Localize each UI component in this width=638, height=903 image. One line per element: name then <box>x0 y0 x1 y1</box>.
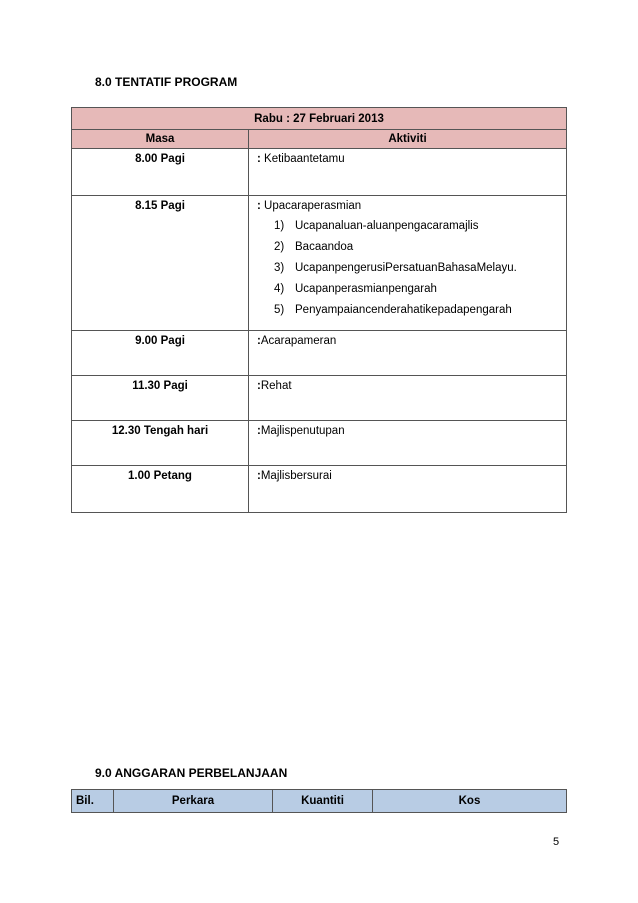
list-item: 2) Bacaandoa <box>274 241 354 253</box>
colon-prefix: : <box>257 153 261 165</box>
colon-prefix: : <box>257 425 261 437</box>
colon-prefix: : <box>257 380 261 392</box>
masa-cell: 9.00 Pagi <box>72 331 249 376</box>
sub-activity-list <box>257 216 566 321</box>
aktiviti-header: Aktiviti <box>249 130 567 149</box>
aktiviti-cell <box>249 421 567 466</box>
aktiviti-text: Majlispenutupan <box>260 425 345 437</box>
list-item: 4) Ucapanperasmianpengarah <box>274 283 437 295</box>
table-header-row <box>72 130 567 149</box>
colon-prefix: : <box>257 470 261 482</box>
masa-cell: 12.30 Tengah hari <box>72 421 249 466</box>
table-row <box>72 466 567 513</box>
masa-cell: 11.30 Pagi <box>72 376 249 421</box>
table-row <box>72 421 567 466</box>
colon-prefix: : <box>257 200 261 212</box>
list-item: 1) Ucapanaluan-aluanpengacaramajlis <box>274 220 479 232</box>
anggaran-perbelanjaan-table <box>71 789 567 813</box>
masa-cell: 8.15 Pagi <box>72 196 249 331</box>
tentatif-program-table <box>71 107 567 513</box>
aktiviti-cell <box>249 331 567 376</box>
date-cell: Rabu : 27 Februari 2013 <box>72 108 567 130</box>
section-9-heading: 9.0 ANGGARAN PERBELANJAAN <box>95 766 288 780</box>
masa-header: Masa <box>72 130 249 149</box>
aktiviti-cell <box>249 149 567 196</box>
masa-cell: 8.00 Pagi <box>72 149 249 196</box>
colon-prefix: : <box>257 335 261 347</box>
table-date-row <box>72 108 567 130</box>
aktiviti-text: Acarapameran <box>260 335 337 347</box>
kos-header: Kos <box>373 790 567 813</box>
table-row <box>72 376 567 421</box>
aktiviti-text: Ketibaantetamu <box>260 153 345 165</box>
masa-cell: 1.00 Petang <box>72 466 249 513</box>
list-item: 5) Penyampaiancenderahatikepadapengarah <box>274 304 512 316</box>
table-row <box>72 331 567 376</box>
list-item: 3) UcapanpengerusiPersatuanBahasaMelayu. <box>274 262 517 274</box>
aktiviti-cell <box>249 376 567 421</box>
table-row <box>72 196 567 331</box>
table-row <box>72 149 567 196</box>
kuantiti-header: Kuantiti <box>273 790 373 813</box>
aktiviti-cell <box>249 196 567 331</box>
aktiviti-cell <box>249 466 567 513</box>
aktiviti-text: Upacaraperasmian <box>260 200 362 212</box>
page-number: 5 <box>553 836 560 848</box>
bil-header: Bil. <box>72 790 114 813</box>
table-header-row <box>72 790 567 813</box>
section-8-heading: 8.0 TENTATIF PROGRAM <box>95 75 238 89</box>
aktiviti-text: Rehat <box>260 380 292 392</box>
perkara-header: Perkara <box>114 790 273 813</box>
aktiviti-text: Majlisbersurai <box>260 470 332 482</box>
